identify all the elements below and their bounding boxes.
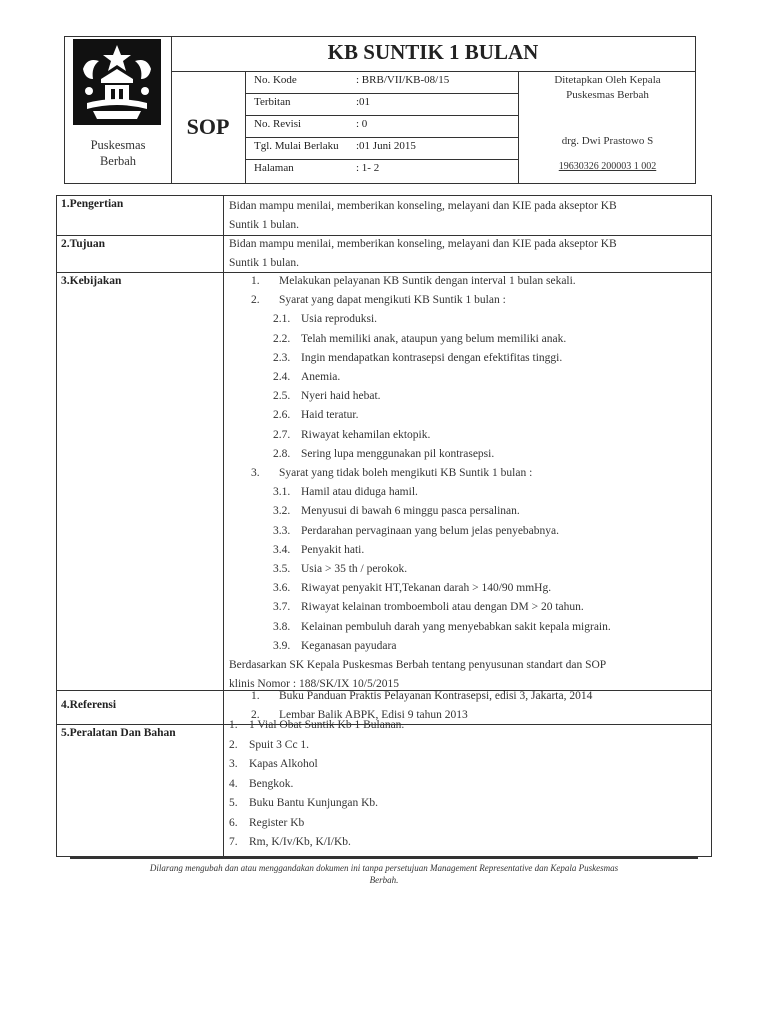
peralatan-item-text: Buku Bantu Kunjungan Kb. xyxy=(249,797,379,809)
kebijakan-closing-2: klinis Nomor : 188/SK/IX 10/5/2015 xyxy=(229,678,399,690)
kebijakan-item-text: Ingin mendapatkan kontrasepsi dengan efektifitas tinggi. xyxy=(301,351,563,364)
peralatan-item-text: Kapas Alkohol xyxy=(249,758,318,770)
signatory-name: drg. Dwi Prastowo S xyxy=(561,135,654,147)
row-peralatan xyxy=(57,719,711,856)
row-tujuan: 2.Tujuan Bidan mampu menilai, memberikan konseling, melayani dan KIE pada akseptor KB Suntik 1 bulan. xyxy=(57,236,711,273)
kebijakan-item-text: Kelainan pembuluh darah yang menyebabkan sakit kepala migrain. xyxy=(301,620,611,633)
label-tujuan: 2.Tujuan xyxy=(57,236,224,272)
label-pengertian: 1.Pengertian xyxy=(57,196,224,235)
sop-content-table xyxy=(56,195,712,857)
logo-cell xyxy=(65,37,172,183)
peralatan-item-number: 6. xyxy=(229,816,238,829)
sop-label: SOP xyxy=(171,71,246,183)
referensi-item: Lembar Balik ABPK, Edisi 9 tahun 2013 xyxy=(279,709,468,721)
puskesmas-emblem-logo xyxy=(73,39,161,125)
kebijakan-item-number: 2.6. xyxy=(273,409,291,422)
peralatan-item-number: 4. xyxy=(229,777,238,790)
kebijakan-item-number: 2.3. xyxy=(273,351,291,364)
kebijakan-item-number: 3.7. xyxy=(273,601,291,614)
kebijakan-item-text: Melakukan pelayanan KB Suntik dengan interval 1 bulan sekali. xyxy=(279,275,576,287)
kebijakan-item-text: Perdarahan pervaginaan yang belum jelas penyebabnya. xyxy=(301,524,560,537)
peralatan-item-number: 3. xyxy=(229,758,238,770)
kebijakan-item-text: Riwayat kehamilan ektopik. xyxy=(301,428,431,441)
kebijakan-item-text: Menyusui di bawah 6 minggu pasca persalinan. xyxy=(301,505,520,518)
kebijakan-item-text: Keganasan payudara xyxy=(301,639,397,652)
kebijakan-item-number: 3.2. xyxy=(273,505,291,518)
kebijakan-item-text: Penyakit hati. xyxy=(301,543,365,556)
kebijakan-item-text: Syarat yang tidak boleh mengikuti KB Suntik 1 bulan : xyxy=(279,467,533,479)
kebijakan-item-number: 3. xyxy=(251,467,260,479)
kebijakan-item-text: Nyeri haid hebat. xyxy=(301,390,381,403)
organization-name: Puskesmas Berbah xyxy=(90,138,146,168)
kebijakan-item-text: Hamil atau diduga hamil. xyxy=(301,486,418,499)
kebijakan-item-number: 2.7. xyxy=(273,428,291,441)
row-referensi: 4.Referensi 1. Buku Panduan Praktis Pelayanan Kontrasepsi, edisi 3, Jakarta, 2014 2. Lembar Balik ABPK, Edisi 9 tahun 2013 xyxy=(57,691,711,725)
kebijakan-item-text: Haid teratur. xyxy=(301,409,359,422)
kebijakan-item-number: 3.4. xyxy=(273,543,291,556)
approval-block xyxy=(518,71,696,183)
kebijakan-item-number: 3.8. xyxy=(273,620,291,633)
kebijakan-item-number: 3.3. xyxy=(273,524,291,537)
kebijakan-item-text: Anemia. xyxy=(301,371,341,383)
meta-row-tanggal: Tgl. Mulai Berlaku :01 Juni 2015 xyxy=(246,137,518,160)
label-peralatan: 5.Peralatan Dan Bahan xyxy=(57,725,224,856)
meta-row-halaman: Halaman : 1- 2 xyxy=(254,162,380,174)
sop-header xyxy=(64,36,696,184)
kebijakan-item-text: Usia > 35 th / perokok. xyxy=(301,563,408,575)
footer-disclaimer: Dilarang mengubah dan atau menggandakan dokumen ini tanpa persetujuan Management Representative dan Kepala Puskesmas Berbah. xyxy=(70,857,698,886)
kebijakan-item-number: 2.2. xyxy=(273,332,291,345)
peralatan-item-text: Register Kb xyxy=(249,816,305,829)
kebijakan-item-number: 3.1. xyxy=(273,486,291,499)
peralatan-item-number: 7. xyxy=(229,836,238,848)
kebijakan-item-number: 2. xyxy=(251,294,260,307)
row-kebijakan xyxy=(57,273,711,691)
document-meta-table xyxy=(246,71,518,183)
signatory-nip: 19630326 200003 1 002 xyxy=(558,161,657,172)
peralatan-item-text: Bengkok. xyxy=(249,777,294,790)
approval-line-2: Puskesmas Berbah xyxy=(566,89,649,101)
kebijakan-item-number: 2.5. xyxy=(273,390,291,403)
kebijakan-item-number: 3.5. xyxy=(273,563,291,575)
peralatan-item-number: 2. xyxy=(229,738,238,751)
meta-row-terbitan: Terbitan :01 xyxy=(246,93,518,116)
label-referensi: 4.Referensi xyxy=(57,691,224,724)
kebijakan-item-number: 1. xyxy=(251,275,260,287)
document-title: KB SUNTIK 1 BULAN xyxy=(171,37,695,72)
kebijakan-item-text: Sering lupa menggunakan pil kontrasepsi. xyxy=(301,447,495,460)
peralatan-item-text: Spuit 3 Cc 1. xyxy=(249,738,310,751)
kebijakan-item-number: 3.9. xyxy=(273,639,291,652)
row-pengertian: 1.Pengertian Bidan mampu menilai, memberikan konseling, melayani dan KIE pada akseptor KB Suntik 1 bulan. xyxy=(57,196,711,236)
kebijakan-closing-1: Berdasarkan SK Kepala Puskesmas Berbah tentang penyusunan standart dan SOP xyxy=(229,659,607,671)
kebijakan-item-text: Syarat yang dapat mengikuti KB Suntik 1 bulan : xyxy=(279,294,506,307)
peralatan-item-number: 5. xyxy=(229,797,238,809)
kebijakan-item-text: Riwayat kelainan tromboemboli atau dengan DM > 20 tahun. xyxy=(301,601,584,614)
peralatan-item-text: 1 Vial Obat Suntik Kb 1 Bulanan. xyxy=(249,719,405,731)
peralatan-item-number: 1. xyxy=(229,719,238,731)
label-kebijakan: 3.Kebijakan xyxy=(57,273,224,690)
kebijakan-item-number: 2.1. xyxy=(273,313,291,326)
kebijakan-item-text: Usia reproduksi. xyxy=(301,313,378,326)
peralatan-item-text: Rm, K/Iv/Kb, K/I/Kb. xyxy=(249,836,351,848)
kebijakan-item-text: Telah memiliki anak, ataupun yang belum memiliki anak. xyxy=(301,332,567,345)
kebijakan-item-number: 3.6. xyxy=(273,582,291,595)
kebijakan-item-text: Riwayat penyakit HT,Tekanan darah > 140/90 mmHg. xyxy=(301,582,552,595)
kebijakan-item-number: 2.4. xyxy=(273,371,291,383)
meta-row-kode: No. Kode : BRB/VII/KB-08/15 xyxy=(246,71,518,94)
approval-line-1: Ditetapkan Oleh Kepala xyxy=(554,74,661,86)
meta-row-revisi: No. Revisi : 0 xyxy=(246,115,518,138)
kebijakan-item-number: 2.8. xyxy=(273,447,291,460)
referensi-item: Buku Panduan Praktis Pelayanan Kontrasepsi, edisi 3, Jakarta, 2014 xyxy=(279,690,593,702)
